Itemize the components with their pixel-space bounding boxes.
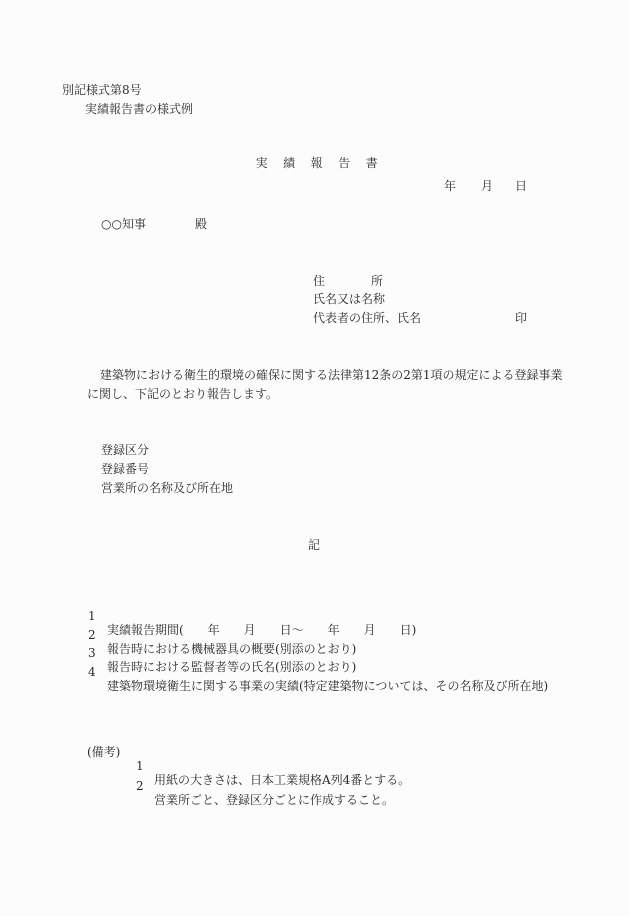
address-label-1: 住 bbox=[313, 274, 326, 288]
date-year: 年 bbox=[444, 179, 457, 193]
body-line-1: 建築物における衛生的環境の確保に関する法律第12条の2第1項の規定による登録事業 bbox=[100, 368, 563, 382]
name-label: 氏名又は名称 bbox=[313, 292, 386, 306]
registration-number: 登録番号 bbox=[101, 462, 150, 476]
list-item bbox=[0, 651, 630, 693]
list-item-number: 3 bbox=[88, 646, 96, 660]
address-label-2: 所 bbox=[371, 274, 384, 288]
note-item-number: 1 bbox=[136, 759, 144, 773]
list-item-text: 報告時における機械器具の概要(別添のとおり) bbox=[107, 642, 357, 656]
form-number: 別記様式第8号 bbox=[62, 83, 142, 97]
registration-office: 営業所の名称及び所在地 bbox=[101, 481, 234, 495]
list-item-text: 実績報告期間( 年 月 日〜 年 月 日) bbox=[107, 623, 417, 637]
title-char: 告 bbox=[338, 156, 351, 170]
note-item-text: 営業所ごと、登録区分ごとに作成すること。 bbox=[154, 793, 395, 807]
list-item-number: 1 bbox=[88, 609, 96, 623]
document-title bbox=[248, 142, 393, 170]
list-item-text: 建築物環境衛生に関する事業の実績(特定建築物については、その名称及び所在地) bbox=[107, 679, 549, 693]
notes-label: (備考) bbox=[87, 745, 121, 759]
date-line bbox=[0, 179, 630, 235]
list-item-number: 2 bbox=[88, 628, 96, 642]
addressee-name: ○○知事 bbox=[101, 217, 146, 231]
note-item bbox=[0, 765, 630, 807]
seal-mark: 印 bbox=[515, 311, 528, 325]
registration-category: 登録区分 bbox=[101, 443, 150, 457]
addressee-honorific: 殿 bbox=[195, 217, 208, 231]
title-char: 書 bbox=[365, 156, 378, 170]
form-subtitle: 実績報告書の様式例 bbox=[85, 102, 194, 116]
note-item-text: 用紙の大きさは、日本工業規格A列4番とする。 bbox=[154, 773, 411, 787]
title-char: 績 bbox=[283, 156, 296, 170]
note-item-number: 2 bbox=[136, 779, 144, 793]
list-item-number: 4 bbox=[88, 665, 96, 679]
date-month: 月 bbox=[481, 179, 494, 193]
ki-heading: 記 bbox=[308, 538, 321, 552]
representative-label: 代表者の住所、氏名 bbox=[313, 311, 422, 325]
title-char: 実 bbox=[255, 156, 268, 170]
title-char: 報 bbox=[310, 156, 323, 170]
body-line-2: に関し、下記のとおり報告します。 bbox=[87, 387, 279, 401]
date-day: 日 bbox=[515, 179, 528, 193]
list-item-text: 報告時における監督者等の氏名(別添のとおり) bbox=[107, 660, 357, 674]
